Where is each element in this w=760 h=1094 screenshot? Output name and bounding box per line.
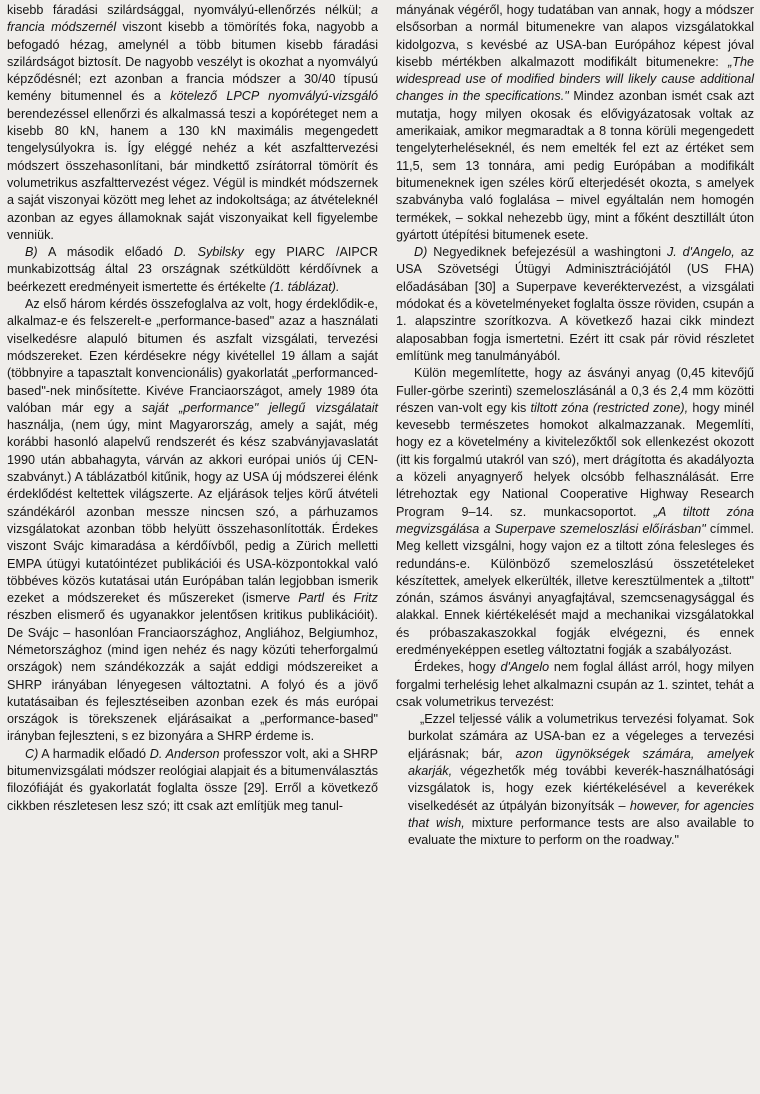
italic-text: „A tiltott zóna megvizsgálása a Superpave szemeloszlási előírásban" [396,504,754,536]
text-run: professzor volt, aki a SHRP bitumenvizsgálati módszer reológiai alapjait és a bitumenválasztás filozófiáját és gyakorlatát foglalta össze [29]. Erről a következő cikkben részletesen lesz szó; itt csak azt említjük meg tanul- [7,746,379,813]
italic-text: C) [25,746,39,761]
paragraph [396,365,754,659]
text-run: részben elismerő és ugyanakkor jelentősen kritikus publikációit). De Svájc – hasonlóan Franciaországhoz, Angliához, Belgiumhoz, Németországhoz (mind igen nehéz és nagy közúti teherforgalmú országok) nem szándékozzák a saját eddigi módszereiket a SHRP irányában lényegesen változtatni. A folyó és a jövő kutatásaiban és fejlesztéseiben azonban ezek és más európai országok is törekszenek eljárásaikat a „performance-based" irányban fejleszteni, s ez bizonyára a SHRP érdeme is. [7,608,378,744]
text-run: Negyediknek befejezésül a washingtoni [427,245,667,260]
italic-text: however, for agencies that wish, [408,798,755,830]
text-run: az USA Szövetségi Útügyi Adminisztrációjától (US FHA) előadásában [30] a Superpave keveréktervezést, a vizsgálati módokat és a követelményeket foglalta össze röviden, csupán a 1. alapszintre szorítkozva. A következő hazai cikk mindezt alaposabban fogja ismertetni. Ezért itt csak pár rövid részletet említünk meg tanulmányából. [396,245,755,363]
text-run: nem foglal állást arról, hogy milyen forgalmi terhelésig lehet alkalmazni csupán az 1. szintet, tehát a csak volumetrikus tervezést: [396,660,754,709]
italic-text: D. Sybilsky [173,245,244,260]
text-run: és [324,591,354,606]
italic-text: tiltott zóna (restricted zone), [530,400,689,415]
paragraph [7,2,378,244]
italic-text: „The widespread use of modified binders will likely cause additional changes in the specifications." [396,54,754,104]
text-run: mixture performance tests are also available to evaluate the mixture to perform on the roadway." [408,815,755,848]
text-run: Érdekes, hogy [414,660,501,675]
paragraph [396,244,754,365]
paragraph [396,2,754,244]
text-run: mányának végéről, hogy tudatában van annak, hogy a módszer elsősorban a normál bitumenekre van alapos vizsgálatokkal kidolgozva, s kevésbé az USA-ban Európához képest jóval kisebb mértékben alkalmazott modifikált bitumenekre: [396,3,754,69]
text-run: A második előadó [37,245,174,260]
paragraph [7,244,378,296]
text-run: viszont kisebb a tömörítés foka, nagyobb a befogadó hézag, amelynél a több bitumen kisebb fáradási szilárdságot biztosít. De nagyobb veszélyt is okozhat a nyomvályú képződésnél; ezt azonban a francia módszer a 30/40 típusú kemény bitumennel és a [7,20,378,104]
italic-text: (1. táblázat). [269,279,340,294]
text-run: berendezéssel ellenőrzi és alkalmassá teszi a kopóréteget nem a kisebb 80 kN, hanem a 130 kN maximális megengedett tengelysúlyokra is. Így eléggé nehéz a két aszfalttervezési módszert összehasonlítani, bár mindkettő zsírátorral tömörít és volumetrikus aszfalttervezést végez. Végül is mindkét módszernek a saját viszonyai között meg lehet az indokoltsága; az átvételeknél azonban az egyes államoknak saját viszonyaikat kell figyelembe venniük. [7,106,378,242]
text-run: címmel. Meg kellett vizsgálni, hogy vajon ez a tiltott zóna felesleges és redundáns-e. Különböző szemeloszlású összetételeket készítettek, amelyek elkerülték, illetve keresztülmentek a „tiltott" zónán, számos ásványi anyagfajtával, szemcsenagysággal és alakkal. Ennek kiértékelését majd a mechanikai vizsgálatokkal és próbaszakaszokkal fogják elvégezni, és ennek eredményeképpen esetleg változtatni fogják a szabályozást. [396,521,755,657]
paragraph [396,659,754,711]
italic-text: B) [25,245,38,260]
text-run: Az első három kérdés összefoglalva az volt, hogy érdeklődik-e, alkalmaz-e és felszerelt-e „performance-based" azaz a használati viselkedésre alapuló bitumen és aszfalt vizsgálati, tervezési módszereket. Ezen kérdésekre négy kivétellel 19 állam a saját (többnyire a tapasztalt konvencionális) gyakorlatát „performanced-based"-nek minősítette. Kivéve Franciaországot, amely 1989 óta valóban már egy a [7,297,378,415]
italic-text: azon ügynökségek számára, amelyek akarják, [408,746,754,779]
text-run: egy PIARC /AIPCR munkabizottság által 23 országnak szétküldött kérdőívnek a beérkezett eredményeit ismertette és értékelte [7,245,378,294]
paragraph [7,746,378,815]
italic-text: d'Angelo [500,660,550,675]
text-run: A harmadik előadó [38,746,150,761]
italic-text: Partl [298,591,325,606]
italic-text: kötelező LPCP nyomvályú-vizsgáló [170,89,378,104]
text-run: használja, (nem úgy, mint Magyarország, amely a saját, még korábbi hasonló alapelvű rendszerét és kész szabványjavaslatát 1990 után abbahagyta, várván az akkori európai uniós új CEN-szabványt.) A táblázatból kitűnik, hogy az USA új módszerei élénk érdeklődést keltettek világszerte. Az eljárások teljes körű átvételi szándékáról azonban messze nincsen szó, a párhuzamos vizsgálatokat azonban több helyütt összehasonlították. Érdekes viszont Svájc kimaradása a kérdőívből, pedig a Zürich melletti EMPA útügyi kutatóintézet publikációi és USA-központokkal való többéves közös kutatásai után Európában talán legjobban ismerik ezeket a módszereket és műszereket (ismerve [7,418,378,606]
text-run: végezhetők még további keverék-használhatósági vizsgálatok is, hogy ezek kiértékelésével a keverékek viselkedését az útpályán bizonyítsák – [408,764,754,813]
italic-text: J. d'Angelo, [666,245,735,260]
italic-text: Fritz [353,591,378,606]
left-column [7,2,378,815]
paragraph [396,711,754,849]
text-run: Mindez azonban ismét csak azt mutatja, hogy milyen okosak és elővigyázatosak voltak az amerikaiak, amikor megmaradtak a 8 tonna körüli megengedett tengelyterheléseknél, és nem emelték fel ezt az értéket sem 11,5, sem 13 tonnára, ami pedig Európában a modifikált bitumeneknek igen széles körű elterjedését okozta, s amelyek szabványba való foglalása – mivel egyáltalán nem homogén termékek, – sokkal nehezebb ügy, mint a főként desztillált úton gyártott útépítési bitumenek esete. [396,89,754,242]
italic-text: saját „performance" jellegű vizsgálatait [141,400,379,415]
text-run: hogy minél kevesebb természetes homokot alkalmazzanak. Megemlíti, hogy ez a követelmény a kivitelezőktől sok ellenkezést okozott (itt kis forgalmú utakról van szó), mert drágította és akadályozta a közeli anyagnyerő helyek olcsóbb felhasználását. Erre létrehoztak egy National Cooperative Highway Research Program 9–14. sz. munkacsoportot. [396,400,754,519]
text-run: kisebb fáradási szilárdsággal, nyomvályú-ellenőrzés nélkül; [7,3,371,17]
italic-text: D) [414,245,428,260]
right-column [396,2,754,850]
italic-text: D. Anderson [149,746,220,761]
paragraph [7,296,378,746]
italic-text: a francia módszernél [7,3,378,35]
text-run: Külön megemlítette, hogy az ásványi anyag (0,45 kitevőjű Fuller-görbe szerinti) szemeloszlásánál a 0,3 és 2,4 mm közötti részen van-volt egy kis [396,366,754,415]
text-run: „Ezzel teljessé válik a volumetrikus tervezési folyamat. Sok burkolat számára az USA-ban ez a végeleges a tervezési eljárásnak; bár, [408,712,754,761]
